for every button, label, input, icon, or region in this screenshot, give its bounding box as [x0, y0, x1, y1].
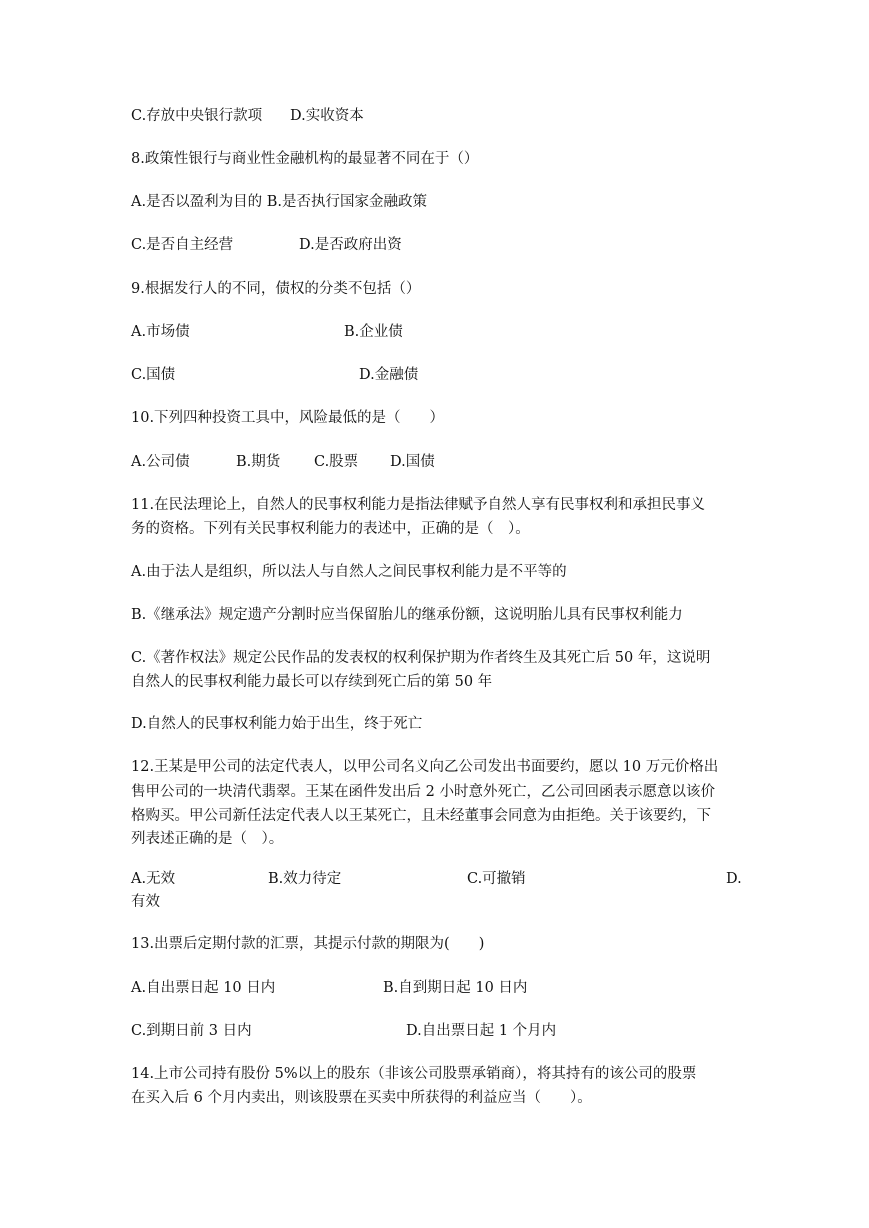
question-8: 8.政策性银行与商业性金融机构的最显著不同在于（）	[131, 151, 479, 167]
option-c: C.股票	[314, 454, 359, 470]
question-14-line-2: 在买入后 6 个月内卖出，则该股票在买卖中所获得的利益应当（ ）。	[131, 1090, 592, 1106]
option-a: A.由于法人是组织，所以法人与自然人之间民事权利能力是不平等的	[131, 564, 567, 580]
option-b: B.企业债	[344, 324, 403, 340]
option-c: C.是否自主经营	[131, 237, 234, 253]
option-d: D.金融债	[359, 367, 419, 383]
question-12-line-4: 列表述正确的是（ ）。	[131, 831, 284, 847]
option-d: D.自出票日起 1 个月内	[406, 1023, 557, 1039]
option-c: C.到期日前 3 日内	[131, 1023, 252, 1039]
question-14-line-1: 14.上市公司持有股份 5%以上的股东（非该公司股票承销商），将其持有的该公司的股票	[131, 1066, 697, 1082]
question-12-line-3: 格购买。甲公司新任法定代表人以王某死亡，且未经董事会同意为由拒绝。关于该要约，下	[131, 808, 711, 824]
option-d: D.是否政府出资	[299, 237, 402, 253]
question-12-line-1: 12.王某是甲公司的法定代表人，以甲公司名义向乙公司发出书面要约，愿以 10 万元价格出	[131, 759, 719, 775]
option-c: C.存放中央银行款项	[131, 108, 263, 124]
option-d: D.实收资本	[290, 108, 364, 124]
option-a: A.公司债	[131, 454, 190, 470]
question-9: 9.根据发行人的不同，债权的分类不包括（）	[131, 281, 421, 297]
question-12-line-2: 售甲公司的一块清代翡翠。王某在函件发出后 2 小时意外死亡，乙公司回函表示愿意以该价	[131, 784, 715, 800]
option-d: D.国债	[390, 454, 435, 470]
option-c-line-1: C.《著作权法》规定公民作品的发表权的权利保护期为作者终生及其死亡后 50 年，这说明	[131, 650, 711, 666]
option-b: B.《继承法》规定遗产分割时应当保留胎儿的继承份额，这说明胎儿具有民事权利能力	[131, 607, 683, 623]
option-a: A.无效	[131, 871, 176, 887]
question-13: 13.出票后定期付款的汇票，其提示付款的期限为( )	[131, 936, 485, 952]
option-d-label: D.	[726, 871, 742, 887]
option-a: A.市场债	[131, 324, 190, 340]
option-c-line-2: 自然人的民事权利能力最长可以存续到死亡后的第 50 年	[131, 674, 493, 690]
option-d-text: 有效	[131, 894, 160, 910]
option-b: B.效力待定	[268, 871, 342, 887]
option-c: C.可撤销	[467, 871, 526, 887]
option-d: D.自然人的民事权利能力始于出生，终于死亡	[131, 716, 423, 732]
question-11-line-1: 11.在民法理论上，自然人的民事权利能力是指法律赋予自然人享有民事权利和承担民事义	[131, 497, 706, 513]
option-c: C.国债	[131, 367, 176, 383]
option-b: B.自到期日起 10 日内	[383, 980, 528, 996]
option-a-b: A.是否以盈利为目的 B.是否执行国家金融政策	[131, 194, 427, 210]
option-a: A.自出票日起 10 日内	[131, 980, 276, 996]
question-11-line-2: 务的资格。下列有关民事权利能力的表述中，正确的是（ ）。	[131, 521, 530, 537]
option-b: B.期货	[236, 454, 281, 470]
question-10: 10.下列四种投资工具中，风险最低的是（ ）	[131, 410, 445, 426]
